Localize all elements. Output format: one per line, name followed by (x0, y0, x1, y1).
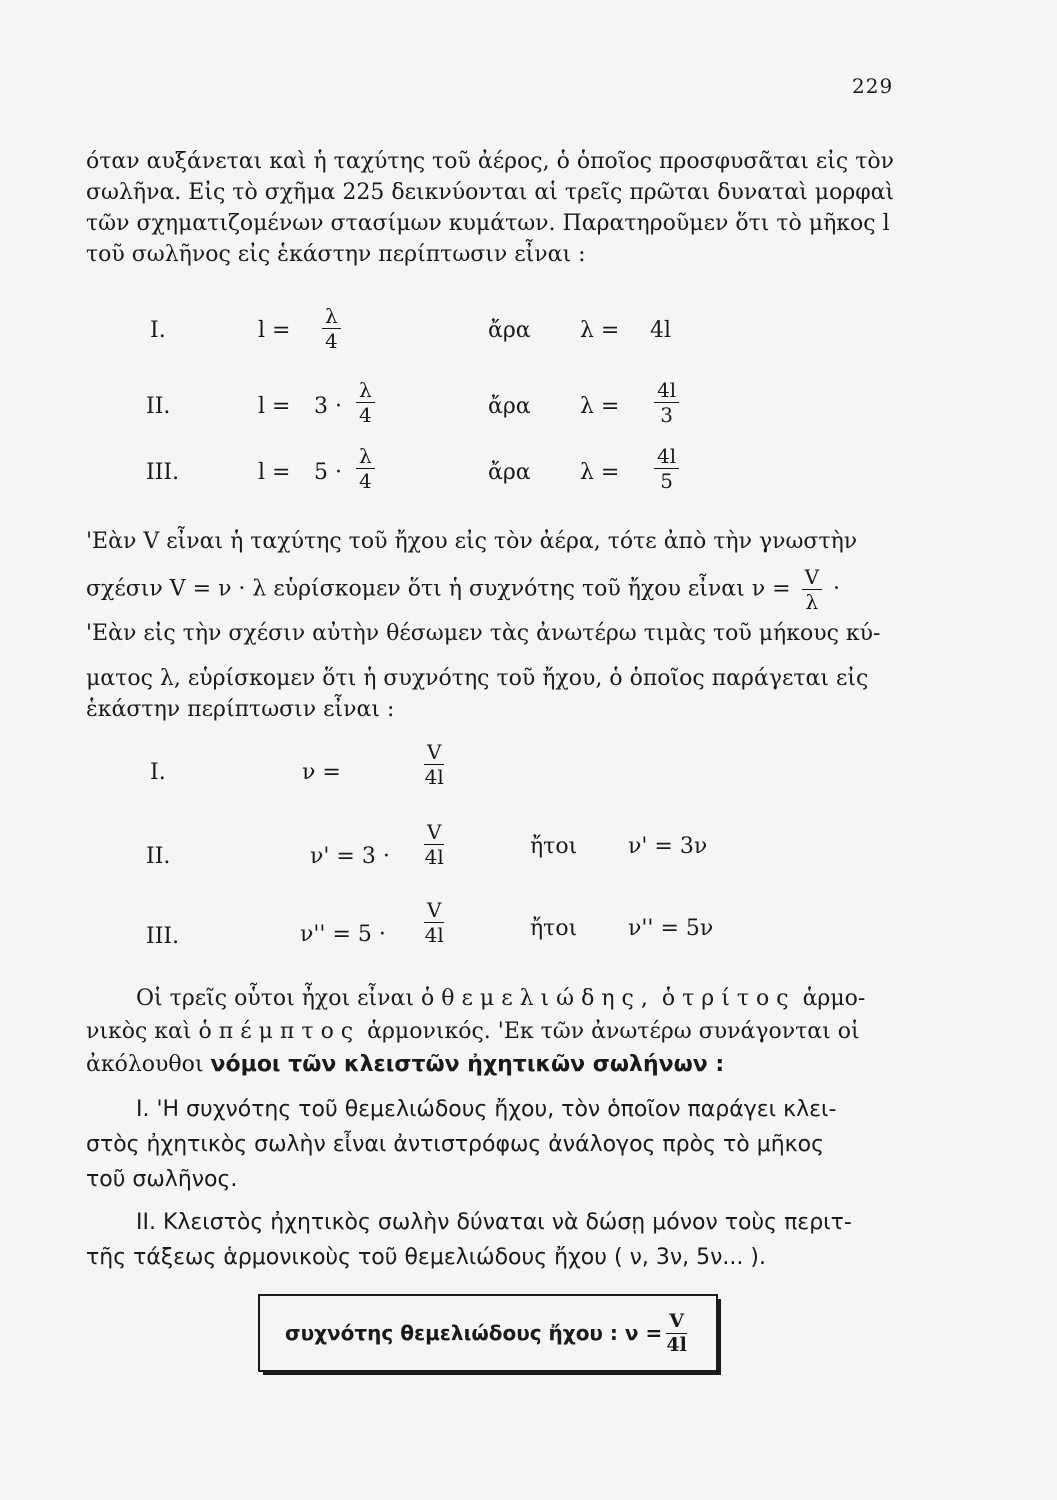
law-line: τοῦ σωλῆνος. (86, 1167, 238, 1192)
coefficient: 3 · (314, 394, 342, 419)
formula-box (258, 1294, 718, 1372)
result-value: 4l (650, 318, 672, 343)
fraction: $\frac{V}{\lambda}$ (802, 567, 822, 612)
text-line: σχέσιν V = ν · λ εὑρίσκομεν ὅτι ἡ συχνότης τοῦ ἤχου εἶναι ν = $\frac{V}{\lambda}$ · (86, 565, 841, 614)
equation-lhs: l = (258, 394, 291, 419)
fraction: $\frac{V}{4l}$ (424, 820, 444, 869)
result-fraction: $\frac{4l}{3}$ (654, 380, 679, 425)
result-lhs: λ = (580, 318, 620, 343)
text-line: όταν αυξάνεται καὶ ἡ ταχύτης τοῦ ἀέρος, ὁ ὁποῖος προσφυσᾶται εἰς τὸν (86, 149, 895, 174)
etoi-word: ἤτοι (530, 834, 578, 859)
ara-word: ἄρα (488, 394, 531, 419)
equation-lhs: ν = (302, 760, 341, 785)
intro-paragraph (86, 146, 906, 270)
text-line: ἑκάστην περίπτωσιν εἶναι : (86, 697, 395, 722)
law-line: τῆς τάξεως ἁρμονικοὺς τοῦ θεμελιώδους ἤχου ( ν, 3ν, 5ν... ). (86, 1245, 766, 1270)
text-line: τοῦ σωλῆνος εἰς ἑκάστην περίπτωσιν εἶναι : (86, 242, 586, 267)
conclusion-paragraph (86, 982, 906, 1081)
fraction: $\frac{\lambda}{4}$ (356, 380, 375, 425)
formula-fraction: $\frac{V}{4l}$ (666, 1309, 687, 1356)
text-line: ματος λ, εὑρίσκομεν ὅτι ἡ συχνότης τοῦ ἤχου, ὁ ὁποῖος παράγεται εἰς (86, 666, 869, 691)
result: ν' = 3ν (628, 834, 708, 859)
equation-lhs: l = (258, 318, 291, 343)
case-number: I. (150, 318, 166, 343)
law-line: II. Κλειστὸς ἠχητικὸς σωλὴν δύναται νὰ δώσῃ μόνον τοὺς περιτ- (136, 1210, 852, 1235)
page-number: 229 (852, 74, 894, 98)
case-number: III. (146, 460, 180, 485)
equation-row (0, 306, 1057, 354)
equation-lhs: ν' = 3 · (310, 844, 390, 869)
law-line: I. 'Η συχνότης τοῦ θεμελιώδους ἤχου, τὸν ὁποῖον παράγει κλει- (136, 1097, 837, 1122)
text-line: ἀκόλουθοι νόμοι τῶν κλειστῶν ἠχητικῶν σωλήνων : (86, 1052, 725, 1077)
result: ν'' = 5ν (628, 916, 714, 941)
text-line: νικὸς καὶ ὁ πέμπτος ἁρμονικός. 'Εκ τῶν ἀνωτέρω συνάγονται οἱ (86, 1019, 860, 1044)
case-number: II. (146, 394, 171, 419)
case-number: II. (146, 844, 171, 869)
equation-row (0, 900, 1057, 948)
etoi-word: ἤτοι (530, 916, 578, 941)
fraction: $\frac{V}{4l}$ (424, 740, 444, 789)
formula-label: συχνότης θεμελιώδους ἤχου : ν = (285, 1321, 663, 1345)
ara-word: ἄρα (488, 318, 531, 343)
fraction: $\frac{\lambda}{4}$ (322, 306, 341, 351)
laws-heading: νόμοι τῶν κλειστῶν ἠχητικῶν σωλήνων : (210, 1052, 725, 1077)
middle-paragraph (86, 526, 906, 725)
equation-row (0, 742, 1057, 790)
text-line: Οἱ τρεῖς οὗτοι ἦχοι εἶναι ὁ θεμελιώδης, ὁ τρίτος ἁρμο- (136, 986, 866, 1011)
case-number: I. (150, 760, 166, 785)
fraction: $\frac{V}{4l}$ (424, 898, 444, 947)
text-line: σωλῆνα. Εἰς τὸ σχῆμα 225 δεικνύονται αἱ τρεῖς πρῶται δυναταὶ μορφαὶ (86, 180, 895, 205)
coefficient: 5 · (314, 460, 342, 485)
text-line: 'Εὰν εἰς τὴν σχέσιν αὐτὴν θέσωμεν τὰς ἀνωτέρω τιμὰς τοῦ μήκους κύ- (86, 621, 881, 646)
text-line: 'Εὰν V εἶναι ἡ ταχύτης τοῦ ἤχου εἰς τὸν ἀέρα, τότε ἀπὸ τὴν γνωστὴν (86, 529, 858, 554)
result-lhs: λ = (580, 394, 620, 419)
equation-row (0, 446, 1057, 494)
case-number: III. (146, 924, 180, 949)
equation-row (0, 822, 1057, 870)
equation-lhs: ν'' = 5 · (300, 922, 386, 947)
laws-list (86, 1092, 906, 1275)
law-line: στὸς ἠχητικὸς σωλὴν εἶναι ἀντιστρόφως ἀνάλογος πρὸς τὸ μῆκος (86, 1132, 824, 1157)
ara-word: ἄρα (488, 460, 531, 485)
result-fraction: $\frac{4l}{5}$ (654, 446, 679, 491)
equation-lhs: l = (258, 460, 291, 485)
fraction: $\frac{\lambda}{4}$ (356, 446, 375, 491)
text-line: τῶν σχηματιζομένων στασίμων κυμάτων. Παρατηροῦμεν ὅτι τὸ μῆκος l (86, 211, 890, 236)
result-lhs: λ = (580, 460, 620, 485)
equation-row (0, 380, 1057, 428)
